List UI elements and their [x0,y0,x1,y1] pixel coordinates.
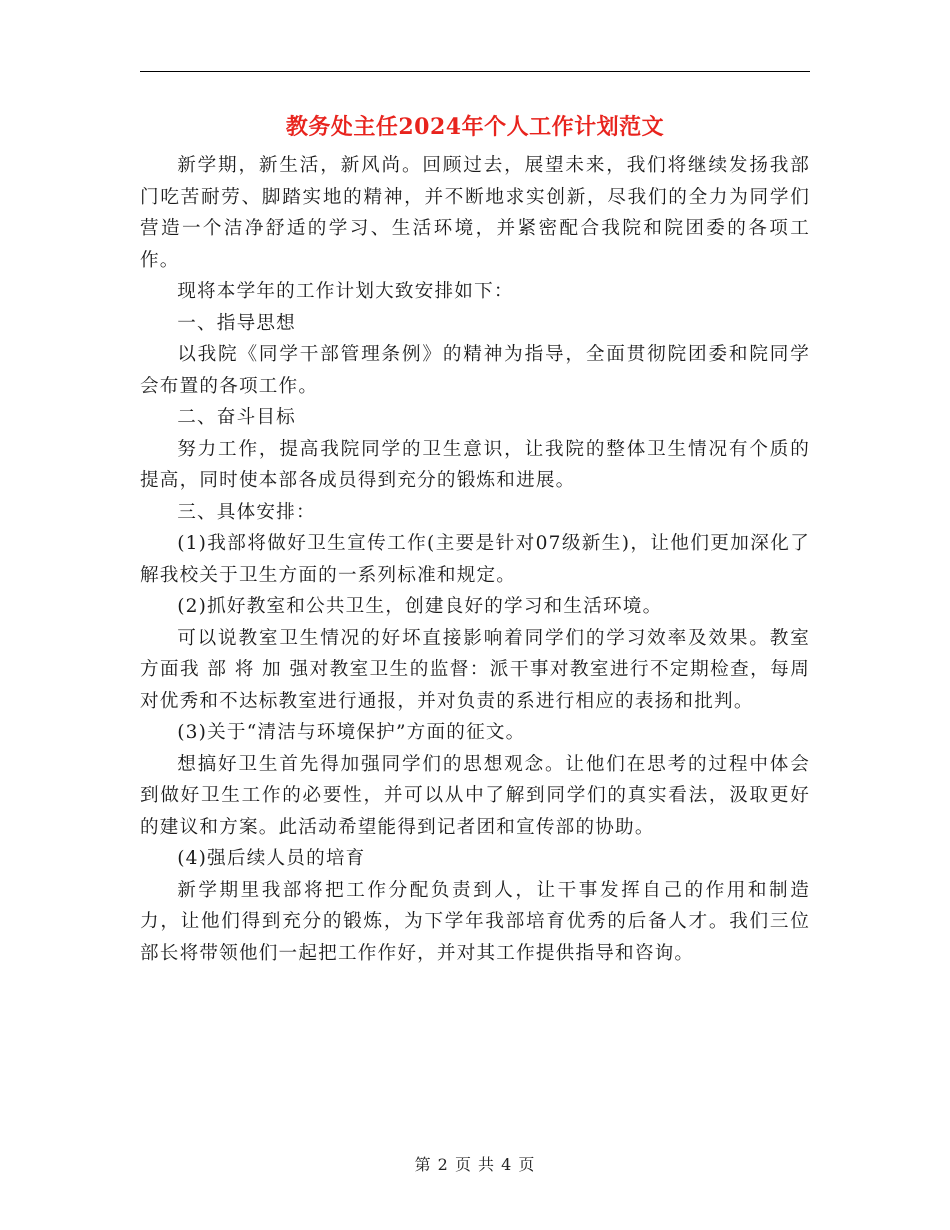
paragraph-training: 新学期里我部将把工作分配负责到人，让干事发挥自己的作用和制造力，让他们得到充分的锻炼，为下学年我部培育优秀的后备人才。我们三位部长将带领他们一起把工作作好，并对其工作提供指导和咨询。 [140,879,810,964]
heading-arrangements: 三、具体安排： [177,501,316,523]
paragraph-item-3: (3)关于“清洁与环境保护”方面的征文。 [177,722,526,743]
paragraph-item-2: (2)抓好教室和公共卫生，创建良好的学习和生活环境。 [177,596,663,617]
paragraph-essay: 想搞好卫生首先得加强同学们的思想观念。让他们在思考的过程中体会到做好卫生工作的必要性，并可以从中了解到同学们的真实看法，汲取更好的建议和方案。此活动希望能得到记者团和宣传部的协助。 [140,753,810,838]
document-body [140,150,810,969]
paragraph-intro: 新学期，新生活，新风尚。回顾过去，展望未来，我们将继续发扬我部门吃苦耐劳、脚踏实地的精神，并不断地求实创新，尽我们的全力为同学们营造一个洁净舒适的学习、生活环境，并紧密配合我院和院团委的各项工作。 [140,155,810,271]
heading-goals: 二、奋斗目标 [177,407,296,428]
page-number: 第 2 页 共 4 页 [414,1155,536,1174]
paragraph-item-1: (1)我部将做好卫生宣传工作(主要是针对07级新生)，让他们更加深化了解我校关于卫生方面的一系列标准和规定。 [140,533,810,586]
heading-guiding-thought: 一、指导思想 [177,312,296,334]
paragraph-guiding-thought: 以我院《同学干部管理条例》的精神为指导，全面贯彻院团委和院同学会布置的各项工作。 [140,344,810,397]
paragraph-plan-lead: 现将本学年的工作计划大致安排如下： [177,281,514,302]
document-title: 教务处主任2024年个人工作计划范文 [285,114,665,140]
paragraph-classroom: 可以说教室卫生情况的好坏直接影响着同学们的学习效率及效果。教室方面我 部 将 加 强对教室卫生的监督：派干事对教室进行不定期检查，每周对优秀和不达标教室进行通报，并对负责的系进行相应的表扬和批判。 [140,627,810,712]
paragraph-goals: 努力工作，提高我院同学的卫生意识，让我院的整体卫生情况有个质的提高，同时使本部各成员得到充分的锻炼和进展。 [140,438,810,491]
paragraph-item-4: (4)强后续人员的培育 [177,848,366,869]
header-rule [140,71,810,72]
